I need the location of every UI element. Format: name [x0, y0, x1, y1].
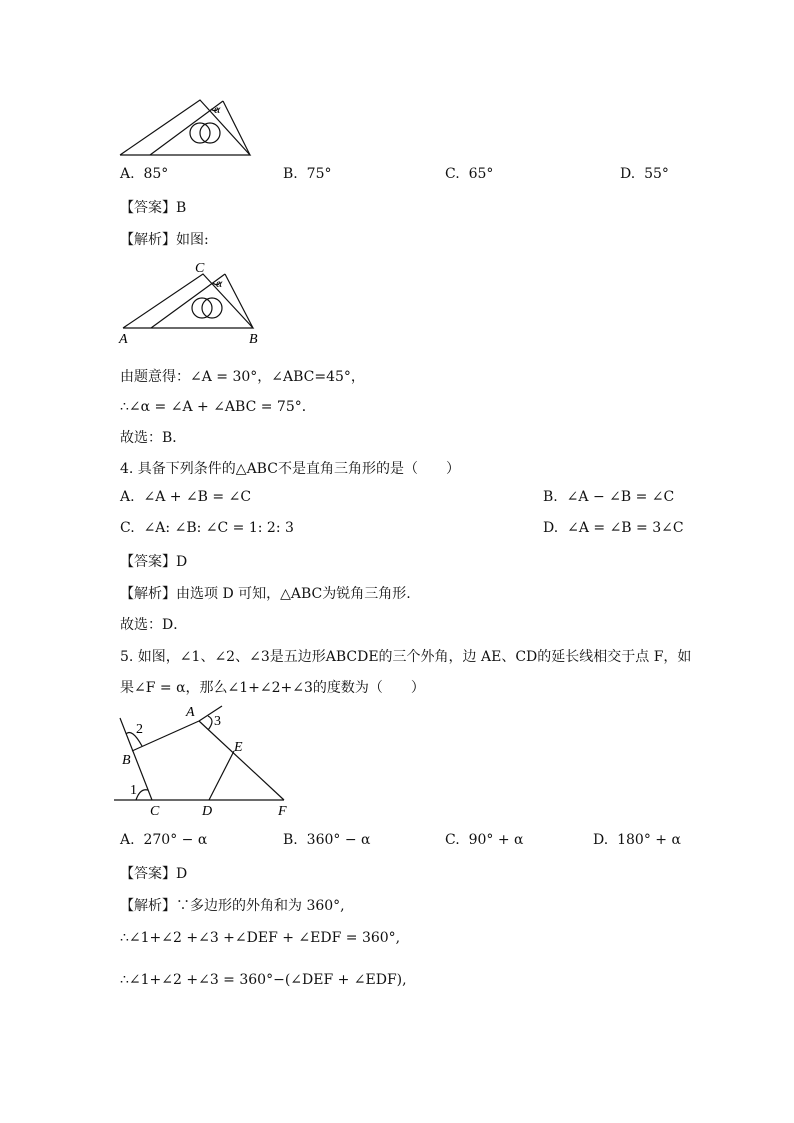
q3-conclusion: 故选：B．: [120, 430, 187, 446]
angle-1-label: 1: [130, 783, 137, 798]
q3-step2: ∴∠α = ∠A + ∠ABC = 75°．: [120, 399, 316, 415]
q5-stem-line1: 5. 如图，∠1、∠2、∠3是五边形ABCDE的三个外角，边 AE、CD的延长线相交于点 F，如: [120, 649, 692, 665]
vertex-c-label: C: [195, 261, 205, 276]
ruler-side: [223, 101, 250, 155]
q3-answer: 【答案】B: [120, 200, 187, 216]
q4-analysis: 【解析】由选项 D 可知，△ABC为锐角三角形.: [120, 586, 411, 602]
q5-option-d[interactable]: D. 180° + α: [593, 832, 681, 848]
angle-3-label: 3: [214, 714, 221, 729]
q5-answer: 【答案】D: [120, 866, 188, 882]
figure-pentagon: [112, 700, 297, 820]
line-af: [199, 721, 284, 800]
q3-option-b[interactable]: B. 75°: [283, 166, 332, 182]
q4-answer: 【答案】D: [120, 554, 188, 570]
alpha-label: α: [216, 276, 223, 290]
q5-stem-line2: 果∠F = α，那么∠1+∠2+∠3的度数为（ ）: [120, 680, 425, 696]
q4-option-a[interactable]: A. ∠A + ∠B = ∠C: [120, 489, 252, 505]
q3-analysis-intro: 【解析】如图:: [120, 232, 209, 248]
triangle-outline: [120, 100, 250, 155]
figure-triangles-2: [115, 258, 275, 348]
q5-option-c[interactable]: C. 90° + α: [445, 832, 524, 848]
q5-step1: ∴∠1+∠2 +∠3 +∠DEF + ∠EDF = 360°,: [120, 930, 401, 946]
q3-step1: 由题意得：∠A = 30°，∠ABC=45°，: [120, 369, 365, 385]
q5-analysis-intro: 【解析】∵多边形的外角和为 360°,: [120, 898, 345, 914]
q3-option-a[interactable]: A. 85°: [120, 166, 169, 182]
q5-option-b[interactable]: B. 360° − α: [283, 832, 371, 848]
q3-option-c[interactable]: C. 65°: [445, 166, 494, 182]
q4-stem: 4. 具备下列条件的△ABC不是直角三角形的是（ ）: [120, 461, 460, 477]
vertex-e-label: E: [234, 740, 243, 755]
q4-conclusion: 故选：D．: [120, 617, 188, 633]
vertex-f-label: F: [278, 804, 287, 819]
q4-option-b[interactable]: B. ∠A − ∠B = ∠C: [543, 489, 675, 505]
q5-step2: ∴∠1+∠2 +∠3 = 360°−(∠DEF + ∠EDF),: [120, 972, 407, 988]
vertex-a-label: A: [119, 332, 128, 347]
vertex-b-label: B: [122, 753, 131, 768]
vertex-c-label: C: [150, 804, 160, 819]
alpha-label: α: [214, 102, 221, 116]
q5-option-a[interactable]: A. 270° − α: [120, 832, 208, 848]
angle-2-label: 2: [136, 722, 143, 737]
angle-1-arc: [136, 790, 148, 800]
figure-triangles-1: [115, 95, 260, 160]
q3-option-d[interactable]: D. 55°: [620, 166, 669, 182]
q4-option-c[interactable]: C. ∠A: ∠B: ∠C = 1: 2: 3: [120, 520, 294, 536]
angle-3-arc: [208, 716, 212, 730]
side-ed: [209, 751, 234, 800]
vertex-d-label: D: [202, 804, 213, 819]
q4-option-d[interactable]: D. ∠A = ∠B = 3∠C: [543, 520, 684, 536]
vertex-a-label: A: [186, 705, 195, 720]
vertex-b-label: B: [249, 332, 258, 347]
